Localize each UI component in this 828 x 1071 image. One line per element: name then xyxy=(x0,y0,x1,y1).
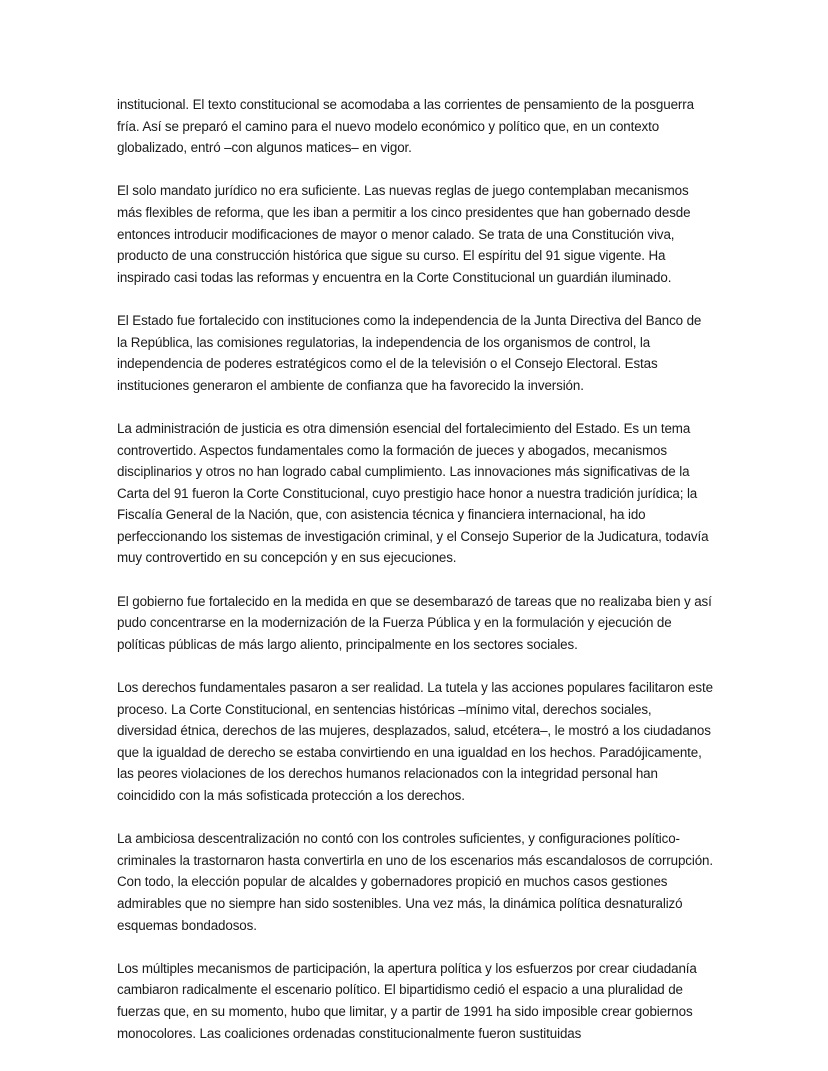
paragraph-2: El solo mandato jurídico no era suficiente. Las nuevas reglas de juego contemplaban mecanismos más flexibles de reforma, que les iban a permitir a los cinco presidentes que han gobernado desde entonces introducir modificaciones de mayor o menor calado. Se trata de una Constitución viva, producto de una construcción histórica que sigue su curso. El espíritu del 91 sigue vigente. Ha inspirado casi todas las reformas y encuentra en la Corte Constitucional un guardián iluminado. xyxy=(117,183,691,285)
paragraph-7: La ambiciosa descentralización no contó con los controles suficientes, y configuraciones político-criminales la trastornaron hasta convertirla en uno de los escenarios más escandalosos de corrupción. Con todo, la elección popular de alcaldes y gobernadores propició en muchos casos gestiones admirables que no siempre han sido sostenibles. Una vez más, la dinámica política desnaturalizó esquemas bondadosos. xyxy=(117,831,713,933)
paragraph-6: Los derechos fundamentales pasaron a ser realidad. La tutela y las acciones populares facilitaron este proceso. La Corte Constitucional, en sentencias históricas –mínimo vital, derechos sociales, diversidad étnica, derechos de las mujeres, desplazados, salud, etcétera–, le mostró a los ciudadanos que la igualdad de derecho se estaba convirtiendo en una igualdad en los hechos. Paradójicamente, las peores violaciones de los derechos humanos relacionados con la integridad personal han coincidido con la más sofisticada protección a los derechos. xyxy=(117,680,713,803)
paragraph-4: La administración de justicia es otra dimensión esencial del fortalecimiento del Estado. Es un tema controvertido. Aspectos fundamentales como la formación de jueces y abogados, mecanismos disciplinarios y otros no han logrado cabal cumplimiento. Las innovaciones más significativas de la Carta del 91 fueron la Corte Constitucional, cuyo prestigio hace honor a nuestra tradición jurídica; la Fiscalía General de la Nación, que, con asistencia técnica y financiera internacional, ha ido perfeccionando los sistemas de investigación criminal, y el Consejo Superior de la Judicatura, todavía muy controvertido en su concepción y en sus ejecuciones. xyxy=(117,420,709,566)
paragraph-3: El Estado fue fortalecido con instituciones como la independencia de la Junta Directiva del Banco de la República, las comisiones regulatorias, la independencia de los organismos de control, la independencia de poderes estratégicos como el de la televisión o el Consejo Electoral. Estas instituciones generaron el ambiente de confianza que ha favorecido la inversión. xyxy=(117,312,702,393)
paragraph-8: Los múltiples mecanismos de participación, la apertura política y los esfuerzos por crear ciudadanía cambiaron radicalmente el escenario político. El bipartidismo cedió el espacio a una pluralidad de fuerzas que, en su momento, hubo que limitar, y a partir de 1991 ha sido imposible crear gobiernos monocolores. Las coaliciones ordenadas constitucionalmente fueron sustituidas xyxy=(117,960,697,1041)
paragraph-1: institucional. El texto constitucional se acomodaba a las corrientes de pensamiento de la posguerra fría. Así se preparó el camino para el nuevo modelo económico y político que, en un contexto globalizado, entró –con algunos matices– en vigor. xyxy=(117,97,694,156)
document-body xyxy=(117,94,713,1044)
paragraph-5: El gobierno fue fortalecido en la medida en que se desembarazó de tareas que no realizaba bien y así pudo concentrarse en la modernización de la Fuerza Pública y en la formulación y ejecución de políticas públicas de más largo aliento, principalmente en los sectores sociales. xyxy=(117,593,712,652)
